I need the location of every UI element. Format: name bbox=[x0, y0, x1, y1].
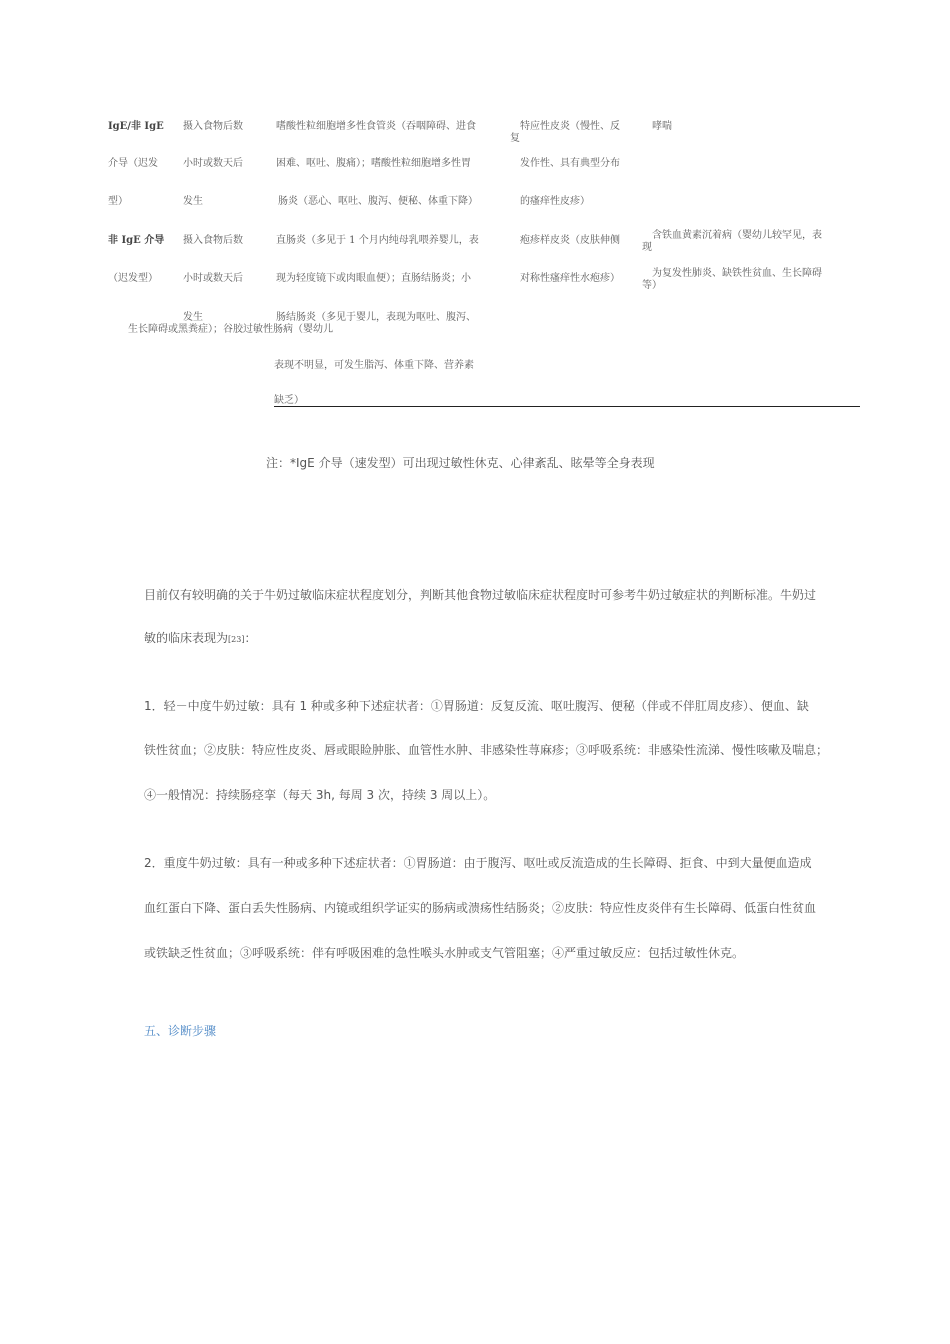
table-r1-c4-line1: 特应性皮炎（慢性、反 bbox=[520, 121, 620, 132]
table-r2-c2-line2: 小时或数天后 bbox=[183, 273, 243, 284]
table-r2-c2-line1: 摄入食物后数 bbox=[183, 235, 243, 246]
note-prefix: 注： bbox=[266, 456, 291, 470]
item1-number: 1． bbox=[144, 699, 164, 713]
item1-l3-a: ④一般情况：持续肠痉挛（每天 bbox=[144, 788, 316, 802]
item1-line2: 铁性贫血；②皮肤：特应性皮炎、唇或眼睑肿胀、血管性水肿、非感染性荨麻疹；③呼吸系统：非感染性流涕、慢性咳嗽及喘息； bbox=[144, 743, 829, 757]
table-r1-c3-line1: 嗜酸性粒细胞增多性食管炎（吞咽障碍、进食 bbox=[276, 121, 476, 132]
table-r1-c2-line3: 发生 bbox=[183, 196, 203, 207]
table-r1-c1-line1: IgE/非 IgE bbox=[108, 121, 164, 132]
table-r2-c3-line4: 生长障碍或黑粪症）；谷胶过敏性肠病（婴幼儿 bbox=[128, 324, 333, 335]
table-r1-c2-line2: 小时或数天后 bbox=[183, 158, 243, 169]
item2-line2: 血红蛋白下降、蛋白丢失性肠病、内镜或组织学证实的肠病或溃疡性结肠炎；②皮肤：特应性皮炎伴有生长障碍、低蛋白性贫血 bbox=[144, 901, 817, 915]
item2-number: 2． bbox=[144, 856, 164, 870]
table-note bbox=[266, 454, 655, 471]
table-r2-c5-line1: 含铁血黄素沉着病（婴幼儿较罕见，表 bbox=[652, 230, 822, 241]
item2-line1-text: 重度牛奶过敏：具有一种或多种下述症状者：①胃肠道：由于腹泻、呕吐或反流造成的生长障碍、拒食、中到大量便血造成 bbox=[163, 856, 812, 870]
item1-line1-rest: 种或多种下述症状者：①胃肠道：反复反流、呕吐腹泻、便秘（伴或不伴肛周皮疹）、便血、缺 bbox=[307, 699, 809, 713]
item1-l3-c: , 每周 bbox=[331, 788, 367, 802]
table-r1-c2-line1: 摄入食物后数 bbox=[183, 121, 243, 132]
table-r2-c3-line1: 直肠炎（多见于 1 个月内纯母乳喂养婴儿，表 bbox=[276, 235, 479, 246]
table-r1-c1-line3: 型） bbox=[108, 196, 128, 207]
item1-n1: 1 bbox=[299, 699, 308, 713]
table-r2-c3-line3: 肠结肠炎（多见于婴儿，表现为呕吐、腹泻、 bbox=[276, 312, 476, 323]
table-r2-c3-line2: 现为轻度镜下或肉眼血便）；直肠结肠炎；小 bbox=[276, 273, 471, 284]
table-r2-c5-line1-wrap: 现 bbox=[642, 242, 652, 253]
item1-head: 轻－中度牛奶过敏：具有 bbox=[163, 699, 300, 713]
table-r2-c1-line2: （迟发型） bbox=[108, 273, 158, 284]
citation-ref: [23] bbox=[228, 635, 245, 644]
note-rest: 介导（速发型）可出现过敏性休克、心律紊乱、眩晕等全身表现 bbox=[314, 456, 655, 470]
table-r2-c3-line5: 表现不明显，可发生脂泻、体重下降、营养素 bbox=[274, 360, 474, 371]
table-r2-c5-line2-wrap: 等） bbox=[642, 280, 662, 291]
table-r2-c1-line1: 非 IgE 介导 bbox=[108, 235, 165, 246]
item1-l3-b: 3h bbox=[315, 788, 332, 802]
item2-line1 bbox=[144, 855, 812, 871]
item1-line3 bbox=[144, 787, 495, 803]
item1-line1 bbox=[144, 698, 809, 714]
intro-line2 bbox=[144, 630, 256, 648]
table-r2-c2-line3: 发生 bbox=[183, 312, 203, 323]
table-r1-c3-line2: 困难、呕吐、腹痛）；嗜酸性粒细胞增多性胃 bbox=[276, 158, 471, 169]
item1-l3-f: 3 bbox=[429, 788, 438, 802]
table-r1-c1-line2: 介导（迟发 bbox=[108, 158, 158, 169]
table-bottom-rule bbox=[274, 406, 860, 407]
item1-l3-e: 次，持续 bbox=[374, 788, 430, 802]
table-r2-c3-line6: 缺乏） bbox=[274, 395, 304, 406]
note-star-ige: *IgE bbox=[290, 456, 315, 470]
table-r1-c4-line3: 的瘙痒性皮疹） bbox=[520, 196, 590, 207]
table-r1-c4-line2: 发作性、具有典型分布 bbox=[520, 158, 620, 169]
intro-line2-text: 敏的临床表现为 bbox=[144, 631, 229, 645]
item1-l3-d: 3 bbox=[366, 788, 375, 802]
table-r1-c4-line1-wrap: 复 bbox=[510, 133, 520, 144]
table-r2-c4-line2: 对称性瘙痒性水疱疹） bbox=[520, 273, 620, 284]
table-r2-c4-line1: 疱疹样皮炎（皮肤伸侧 bbox=[520, 235, 620, 246]
table-r2-c5-line2: 为复发性肺炎、缺铁性贫血、生长障碍 bbox=[652, 268, 822, 279]
item2-line3: 或铁缺乏性贫血；③呼吸系统：伴有呼吸困难的急性喉头水肿或支气管阻塞；④严重过敏反应：包括过敏性休克。 bbox=[144, 946, 745, 960]
table-r1-c3-line3: 肠炎（恶心、呕吐、腹泻、便秘、体重下降） bbox=[278, 196, 478, 207]
table-r1-c5-line1: 哮喘 bbox=[652, 121, 672, 132]
intro-line2-end: ： bbox=[244, 631, 257, 645]
intro-line1: 目前仅有较明确的关于牛奶过敏临床症状程度划分，判断其他食物过敏临床症状程度时可参考牛奶过敏症状的判断标准。牛奶过 bbox=[144, 588, 817, 602]
item1-l3-g: 周以上）。 bbox=[437, 788, 496, 802]
section-heading: 五、诊断步骤 bbox=[144, 1024, 217, 1038]
